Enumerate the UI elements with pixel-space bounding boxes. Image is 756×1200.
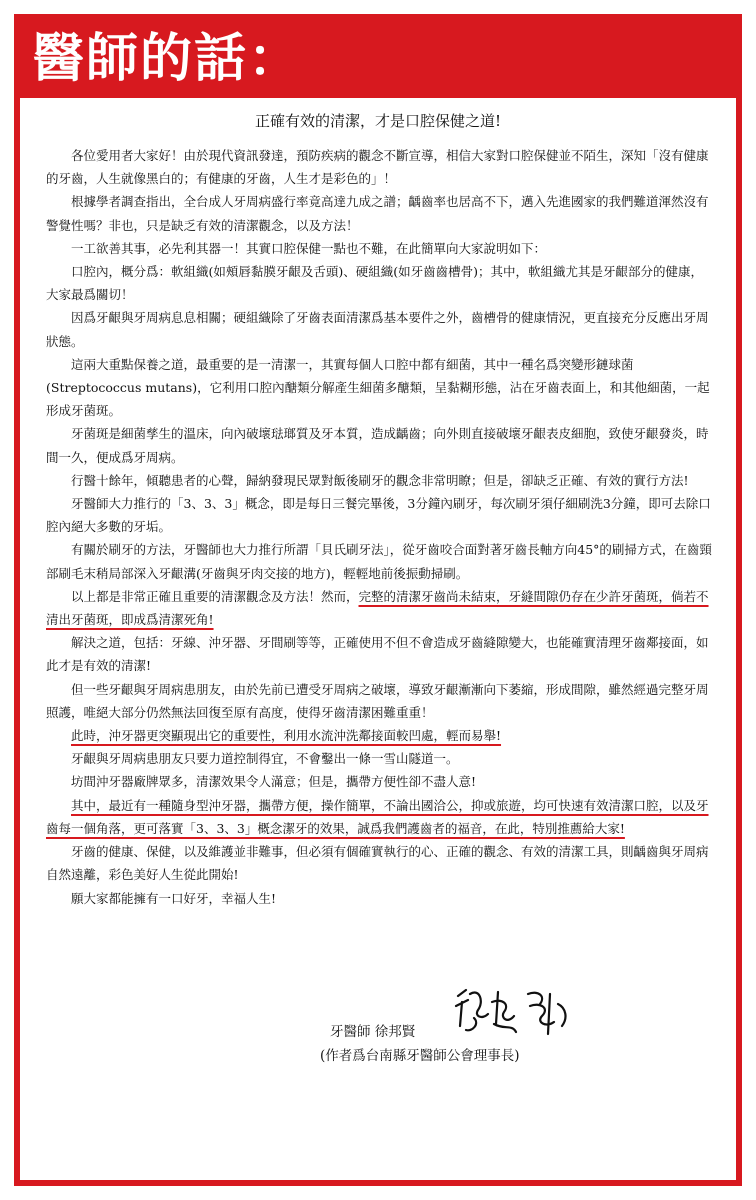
paragraph: 以上都是非常正確且重要的清潔觀念及方法！然而，完整的清潔牙齒尚未結束，牙縫間隙仍存在少許牙菌斑，倘若不清出牙菌斑，即成爲清潔死角!: [46, 588, 709, 628]
paragraph: 解決之道，包括：牙線、沖牙器、牙間刷等等，正確使用不但不會造成牙齒縫隙變大，也能確實清理牙齒鄰接面，如此才是有效的清潔!: [46, 635, 709, 674]
article-subtitle: 正確有效的清潔，才是口腔保健之道!: [254, 112, 502, 130]
header-banner: [20, 20, 736, 98]
page-title: 醫師的話：: [32, 29, 303, 89]
paragraph: 有關於刷牙的方法，牙醫師也大力推行所謂「貝氏刷牙法」，從牙齒咬合面對著牙齒長軸方向45°的刷掃方式，在齒頸部刷毛末稍局部深入牙齦溝(牙齒與牙肉交接的地方)，輕輕地前後振動掃刷。: [46, 542, 712, 581]
paragraph: [46, 724, 712, 747]
paragraph: 願大家都能擁有一口好牙，幸福人生!: [71, 890, 277, 906]
paragraph: 牙齦與牙周病患朋友只要力道控制得宜，不會鑿出一條一雪山隧道一。: [71, 751, 459, 767]
paragraph: 因爲牙齦與牙周病息息相關；硬組織除了牙齒表面清潔爲基本要件之外，齒槽骨的健康情況，更直接充分反應出牙周狀態。: [46, 310, 709, 349]
paragraph: 牙齒的健康、保健，以及維護並非難事，但必須有個確實執行的心、正確的觀念、有效的清潔工具，則齲齒與牙周病自然遠離，彩色美好人生從此開始!: [46, 844, 709, 883]
author-line: 牙醫師 徐邦賢: [330, 1024, 416, 1040]
paragraph: [46, 794, 712, 840]
paragraph: 根據學者調查指出，全台成人牙周病盛行率竟高達九成之譜；齲齒率也居高不下，邁入先進國家的我們難道渾然沒有警覺性嗎？非也，只是缺乏有效的清潔觀念，以及方法！: [46, 194, 709, 233]
paragraph: 行醫十餘年，傾聽患者的心聲，歸納發現民眾對飯後刷牙的觀念非常明瞭；但是，卻缺乏正確、有效的實行方法!: [71, 472, 689, 488]
article-body: [46, 144, 712, 910]
paragraph: 但一些牙齦與牙周病患朋友，由於先前已遭受牙周病之破壞，導致牙齦漸漸向下萎縮，形成間隙，雖然經過完整牙周照護，唯絕大部分仍然無法回復至原有高度，使得牙齒清潔困難重重！: [46, 681, 709, 720]
highlighted-text: 其中，最近有一種隨身型沖牙器，攜帶方便，操作簡單，不論出國洽公，抑或旅遊，均可快速有效清潔口腔，以及牙齒每一個角落，更可落實「3、3、3」概念潔牙的效果，誠爲我們護齒者的福音，在此，特別推薦給大家!: [46, 797, 709, 836]
highlighted-text: 此時，沖牙器更突顯現出它的重要性，利用水流沖洗鄰接面較凹處，輕而易舉!: [71, 728, 502, 744]
paragraph: 牙菌斑是細菌孳生的溫床，向內破壞琺瑯質及牙本質，造成齲齒；向外則直接破壞牙齦表皮細胞，致使牙齦發炎，時間一久，便成爲牙周病。: [46, 426, 709, 465]
author-note: (作者爲台南縣牙醫師公會理事長): [320, 1048, 520, 1064]
paragraph: 各位愛用者大家好！由於現代資訊發達，預防疾病的觀念不斷宣導，相信大家對口腔保健並不陌生，深知「沒有健康的牙齒，人生就像黑白的；有健康的牙齒，人生才是彩色的」！: [46, 148, 709, 187]
paragraph: 牙醫師大力推行的「3、3、3」概念，即是每日三餐完畢後，3分鐘內刷牙，每次刷牙須仔細刷洗3分鐘，即可去除口腔內絕大多數的牙垢。: [46, 496, 711, 535]
paragraph: 這兩大重點保養之道，最重要的是一清潔一，其實每個人口腔中都有細菌，其中一種名爲突變形鏈球菌(Streptococcus mutans)，它利用口腔內醣類分解產生細菌多醣類，呈黏糊形態，沾在牙齒表面上，和其他細菌，一起形成牙菌斑。: [46, 356, 710, 419]
paragraph: 坊間沖牙器廠牌眾多，清潔效果令人滿意；但是，攜帶方便性卻不盡人意!: [71, 774, 477, 790]
paragraph: 口腔內，概分爲：軟組織(如頰唇黏膜牙齦及舌頭)、硬組織(如牙齒齒槽骨)；其中，軟組織尤其是牙齦部分的健康，大家最爲關切！: [46, 264, 704, 303]
signature-image: [450, 984, 580, 1044]
article-frame: [14, 14, 742, 1186]
paragraph: 一工欲善其事，必先利其器一！其實口腔保健一點也不難，在此簡單向大家說明如下：: [71, 240, 547, 256]
highlighted-text: 完整的清潔牙齒尚未結束，牙縫間隙仍存在少許牙菌斑，倘若不清出牙菌斑，即成爲清潔死角!: [46, 588, 709, 628]
